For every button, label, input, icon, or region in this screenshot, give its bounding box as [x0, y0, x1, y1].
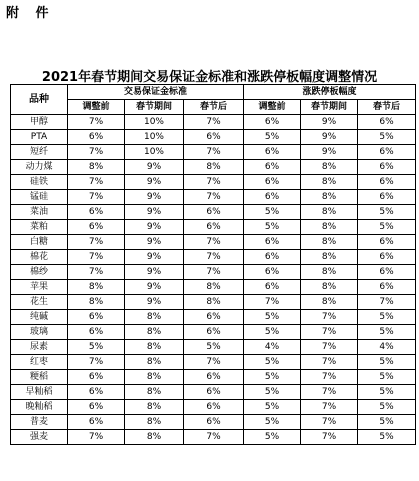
table-cell: 9% — [125, 220, 184, 235]
table-cell: 8% — [301, 265, 358, 280]
table-cell: 5% — [244, 205, 301, 220]
adjustment-table — [10, 84, 416, 445]
table-row — [11, 310, 416, 325]
product-name-cell: 棉纱 — [11, 265, 68, 280]
table-row — [11, 235, 416, 250]
product-name-cell: 菜油 — [11, 205, 68, 220]
table-header — [11, 85, 416, 115]
table-cell: 8% — [301, 160, 358, 175]
table-cell: 6% — [358, 160, 416, 175]
table-cell: 4% — [358, 340, 416, 355]
table-cell: 6% — [244, 235, 301, 250]
product-name-cell: PTA — [11, 130, 68, 145]
table-cell: 7% — [184, 190, 244, 205]
margin-group-header: 交易保证金标准 — [68, 85, 244, 100]
table-row — [11, 400, 416, 415]
product-name-cell: 花生 — [11, 295, 68, 310]
table-cell: 4% — [244, 340, 301, 355]
table-row — [11, 250, 416, 265]
table-cell: 5% — [244, 415, 301, 430]
limit-before-header: 调整前 — [244, 100, 301, 115]
table-cell: 8% — [301, 205, 358, 220]
table-cell: 7% — [244, 295, 301, 310]
table-row — [11, 415, 416, 430]
table-cell: 8% — [301, 250, 358, 265]
table-row — [11, 430, 416, 445]
product-name-cell: 尿素 — [11, 340, 68, 355]
product-name-cell: 锰硅 — [11, 190, 68, 205]
table-cell: 8% — [125, 385, 184, 400]
table-cell: 5% — [68, 340, 125, 355]
table-cell: 7% — [301, 385, 358, 400]
table-cell: 6% — [184, 130, 244, 145]
table-row — [11, 295, 416, 310]
table-cell: 6% — [68, 385, 125, 400]
table-cell: 9% — [125, 295, 184, 310]
table-cell: 6% — [184, 385, 244, 400]
table-cell: 7% — [301, 400, 358, 415]
product-name-cell: 菜粕 — [11, 220, 68, 235]
table-row — [11, 265, 416, 280]
table-cell: 5% — [358, 325, 416, 340]
table-cell: 7% — [68, 190, 125, 205]
table-cell: 5% — [244, 400, 301, 415]
table-row — [11, 190, 416, 205]
table-cell: 9% — [125, 175, 184, 190]
margin-after-header: 春节后 — [184, 100, 244, 115]
table-row — [11, 340, 416, 355]
table-cell: 10% — [125, 130, 184, 145]
table-cell: 7% — [184, 265, 244, 280]
table-cell: 6% — [184, 370, 244, 385]
table-cell: 7% — [68, 235, 125, 250]
table-cell: 5% — [358, 130, 416, 145]
table-cell: 6% — [68, 130, 125, 145]
table-cell: 5% — [358, 205, 416, 220]
table-cell: 5% — [244, 220, 301, 235]
table-cell: 8% — [125, 400, 184, 415]
product-name-cell: 晚籼稻 — [11, 400, 68, 415]
table-cell: 5% — [244, 370, 301, 385]
product-name-cell: 粳稻 — [11, 370, 68, 385]
table-cell: 7% — [301, 310, 358, 325]
table-cell: 7% — [184, 175, 244, 190]
table-cell: 5% — [358, 220, 416, 235]
product-name-cell: 苹果 — [11, 280, 68, 295]
product-name-cell: 早籼稻 — [11, 385, 68, 400]
table-cell: 6% — [68, 310, 125, 325]
table-cell: 8% — [125, 370, 184, 385]
table-row — [11, 280, 416, 295]
table-cell: 9% — [301, 130, 358, 145]
table-cell: 7% — [184, 355, 244, 370]
table-cell: 6% — [358, 115, 416, 130]
table-cell: 8% — [301, 220, 358, 235]
table-cell: 7% — [301, 325, 358, 340]
product-name-cell: 棉花 — [11, 250, 68, 265]
table-cell: 9% — [125, 190, 184, 205]
table-cell: 6% — [358, 250, 416, 265]
table-cell: 6% — [358, 145, 416, 160]
table-cell: 9% — [125, 160, 184, 175]
product-name-cell: 甲醇 — [11, 115, 68, 130]
table-cell: 7% — [68, 145, 125, 160]
table-cell: 6% — [244, 160, 301, 175]
margin-before-header: 调整前 — [68, 100, 125, 115]
table-cell: 9% — [301, 145, 358, 160]
table-cell: 7% — [68, 355, 125, 370]
table-row — [11, 370, 416, 385]
table-row — [11, 115, 416, 130]
table-cell: 6% — [244, 115, 301, 130]
table-cell: 6% — [184, 220, 244, 235]
table-row — [11, 355, 416, 370]
table-row — [11, 385, 416, 400]
table-cell: 7% — [301, 430, 358, 445]
table-cell: 8% — [68, 280, 125, 295]
table-cell: 5% — [244, 385, 301, 400]
product-name-cell: 普麦 — [11, 415, 68, 430]
table-cell: 6% — [358, 190, 416, 205]
table-cell: 7% — [301, 370, 358, 385]
product-name-cell: 红枣 — [11, 355, 68, 370]
table-cell: 5% — [244, 430, 301, 445]
table-cell: 8% — [301, 235, 358, 250]
table-cell: 8% — [125, 325, 184, 340]
table-cell: 6% — [358, 265, 416, 280]
document-title: 2021年春节期间交易保证金标准和涨跌停板幅度调整情况 — [41, 70, 378, 85]
table-cell: 7% — [184, 235, 244, 250]
table-cell: 6% — [184, 205, 244, 220]
table-cell: 6% — [244, 175, 301, 190]
table-row — [11, 175, 416, 190]
table-cell: 5% — [358, 355, 416, 370]
table-cell: 8% — [68, 295, 125, 310]
table-cell: 5% — [358, 430, 416, 445]
table-cell: 7% — [301, 415, 358, 430]
table-cell: 5% — [358, 400, 416, 415]
table-cell: 6% — [358, 175, 416, 190]
table-cell: 5% — [244, 310, 301, 325]
table-cell: 6% — [244, 280, 301, 295]
table-cell: 9% — [125, 265, 184, 280]
table-cell: 6% — [244, 145, 301, 160]
table-cell: 10% — [125, 115, 184, 130]
margin-holiday-header: 春节期间 — [125, 100, 184, 115]
table-cell: 8% — [301, 295, 358, 310]
table-cell: 8% — [125, 430, 184, 445]
table-cell: 6% — [68, 205, 125, 220]
table-cell: 9% — [125, 205, 184, 220]
table-cell: 8% — [301, 175, 358, 190]
product-name-cell: 硅铁 — [11, 175, 68, 190]
product-name-cell: 白糖 — [11, 235, 68, 250]
table-cell: 5% — [244, 325, 301, 340]
table-cell: 7% — [184, 430, 244, 445]
product-name-cell: 纯碱 — [11, 310, 68, 325]
table-cell: 7% — [301, 355, 358, 370]
table-row — [11, 160, 416, 175]
table-row — [11, 130, 416, 145]
table-cell: 7% — [301, 340, 358, 355]
table-cell: 6% — [68, 370, 125, 385]
annex-label: 附 件 — [6, 6, 55, 21]
table-cell: 8% — [184, 280, 244, 295]
product-name-cell: 强麦 — [11, 430, 68, 445]
table-cell: 5% — [358, 385, 416, 400]
table-row — [11, 220, 416, 235]
table-cell: 6% — [184, 310, 244, 325]
table-cell: 9% — [301, 115, 358, 130]
table-cell: 6% — [244, 250, 301, 265]
table-cell: 8% — [125, 355, 184, 370]
table-cell: 6% — [184, 400, 244, 415]
table-cell: 6% — [358, 280, 416, 295]
table-cell: 7% — [68, 265, 125, 280]
table-cell: 9% — [125, 235, 184, 250]
table-cell: 5% — [358, 370, 416, 385]
table-cell: 8% — [125, 415, 184, 430]
table-cell: 9% — [125, 250, 184, 265]
table-cell: 7% — [184, 145, 244, 160]
table-cell: 5% — [244, 130, 301, 145]
table-cell: 6% — [184, 325, 244, 340]
table-cell: 7% — [184, 115, 244, 130]
table-cell: 6% — [184, 415, 244, 430]
table-cell: 6% — [244, 265, 301, 280]
table-cell: 8% — [301, 190, 358, 205]
limit-holiday-header: 春节期间 — [301, 100, 358, 115]
price-limit-group-header: 涨跌停板幅度 — [244, 85, 416, 100]
table-row — [11, 145, 416, 160]
table-cell: 5% — [244, 355, 301, 370]
table-cell: 7% — [68, 250, 125, 265]
table-cell: 7% — [184, 250, 244, 265]
table-cell: 6% — [68, 325, 125, 340]
table-cell: 7% — [68, 175, 125, 190]
table-cell: 6% — [68, 220, 125, 235]
table-cell: 8% — [184, 295, 244, 310]
table-cell: 8% — [301, 280, 358, 295]
product-name-cell: 动力煤 — [11, 160, 68, 175]
table-cell: 7% — [358, 295, 416, 310]
table-cell: 6% — [358, 235, 416, 250]
table-cell: 7% — [68, 430, 125, 445]
limit-after-header: 春节后 — [358, 100, 416, 115]
table-cell: 6% — [68, 415, 125, 430]
table-row — [11, 205, 416, 220]
table-cell: 10% — [125, 145, 184, 160]
table-cell: 6% — [68, 400, 125, 415]
product-name-cell: 短纤 — [11, 145, 68, 160]
table-cell: 5% — [358, 415, 416, 430]
table-cell: 5% — [358, 310, 416, 325]
table-cell: 6% — [244, 190, 301, 205]
table-cell: 7% — [68, 115, 125, 130]
table-cell: 8% — [125, 310, 184, 325]
table-body — [11, 115, 416, 445]
product-column-header: 品种 — [11, 85, 68, 115]
table-cell: 9% — [125, 280, 184, 295]
table-cell: 8% — [184, 160, 244, 175]
product-name-cell: 玻璃 — [11, 325, 68, 340]
table-row — [11, 325, 416, 340]
table-cell: 8% — [125, 340, 184, 355]
table-cell: 5% — [184, 340, 244, 355]
table-cell: 8% — [68, 160, 125, 175]
